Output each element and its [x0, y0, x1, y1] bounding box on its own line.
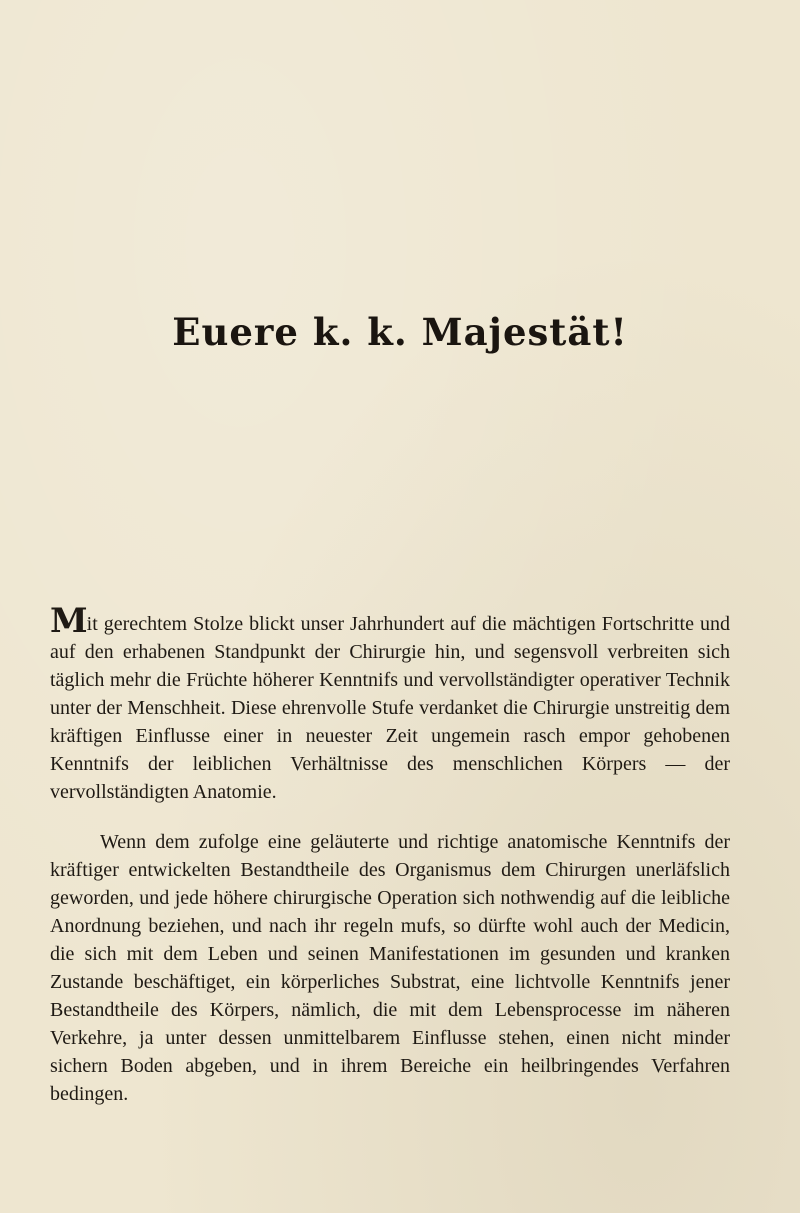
paragraph-2-text: Wenn dem zufolge eine geläuterte und richtige anatomische Kenntnifs der kräftiger entwickelten Bestandtheile des Organismus dem Chirurgen unerläfslich geworden, und jede höhere chirurgische Operation sich nothwendig auf die leibliche Anordnung beziehen, und nach ihr regeln mufs, so dürfte wohl auch der Medicin, die sich mit dem Leben und seinen Manifestationen im gesunden und kranken Zustande beschäftiget, ein körperliches Substrat, eine lichtvolle Kenntnifs jener Bestandtheile des Körpers, nämlich, die mit dem Lebensprocesse im näheren Verkehre, ja unter dessen unmittelbarem Einflusse stehen, einen nicht minder sichern Boden abgeben, und in ihrem Bereiche ein heilbringendes Verfahren bedingen.	[50, 831, 730, 1105]
paragraph-1	[50, 601, 730, 806]
drop-cap: M	[50, 601, 87, 641]
paragraph-1-text	[50, 601, 730, 806]
paragraph-1-body: it gerechtem Stolze blickt unser Jahrhundert auf die mächtigen Fortschritte und auf den erhabenen Standpunkt der Chirurgie hin, und segensvoll verbreiten sich täglich mehr die Früchte höherer Kenntnifs und vervollständigter operativer Technik unter der Menschheit. Diese ehrenvolle Stufe verdanket die Chirurgie unstreitig dem kräftigen Einflusse einer in neuester Zeit ungemein rasch empor gehobenen Kenntnifs der leiblichen Verhältnisse des menschlichen Körpers — der vervollständigten Anatomie.	[50, 613, 730, 803]
dedication-heading: Euere k. k. Majestät!	[172, 310, 628, 354]
paragraph-2	[50, 828, 730, 1108]
body-text	[50, 601, 730, 1108]
